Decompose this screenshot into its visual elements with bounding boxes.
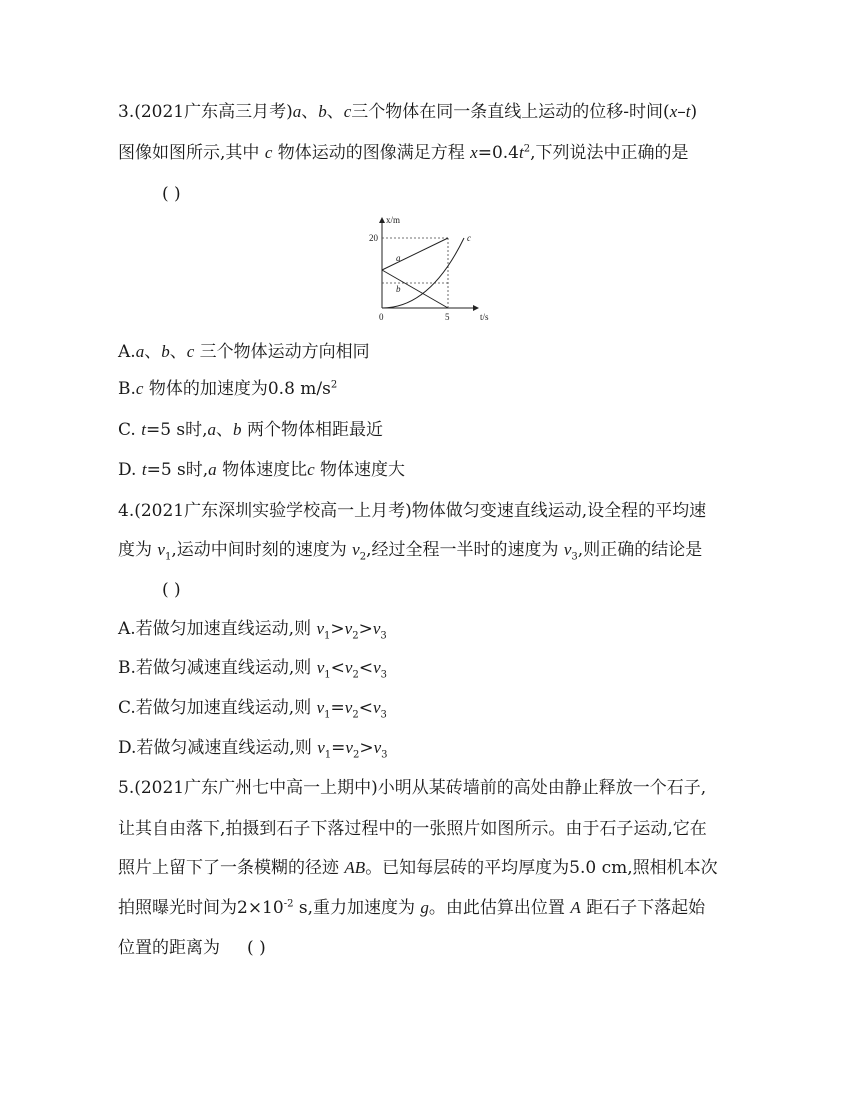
q5-line3: 照片上留下了一条模糊的径迹 AB。已知每层砖的平均厚度为5.0 cm,照相机本次 (118, 858, 718, 878)
x-axis-label: t/s (480, 312, 489, 322)
label-a: a (396, 253, 401, 263)
q3-line1: 3.(2021广东高三月考)a、b、c三个物体在同一条直线上运动的位移-时间(x–t) (118, 102, 698, 122)
line-b (382, 270, 448, 308)
q5-line4: 拍照曝光时间为$2\times 10^{-2}$ s,重力加速度为 g。由此估算出位置 A 距石子下落起始 (118, 898, 706, 918)
q5-line1: 5.(2021广东广州七中高一上期中)小明从某砖墙前的高处由静止释放一个石子, (118, 778, 707, 798)
q4-option-a: A.若做匀加速直线运动,则 $v_1>v_2>v_3$ (118, 619, 387, 642)
y-axis-label: x/m (386, 215, 401, 225)
q5-answer-blank: ( ) (247, 938, 266, 958)
q5-line2: 让其自由落下,拍摄到石子下落过程中的一张照片如图所示。由于石子运动,它在 (118, 819, 707, 839)
q4-line2: 度为 $v_1$,运动中间时刻的速度为 $v_2$,经过全程一半时的速度为 $v_3$,则正确的结论是 (118, 540, 703, 563)
q3-option-c: C. t=5 s时,a、b 两个物体相距最近 (118, 420, 383, 440)
line-a (382, 238, 448, 270)
q4-option-c: C.若做匀加速直线运动,则 $v_1=v_2<v_3$ (118, 698, 387, 721)
label-b: b (396, 284, 401, 294)
q3-line2: 图像如图所示,其中 c 物体运动的图像满足方程 $x=0.4t^2$,下列说法中正确的是 (118, 143, 689, 163)
q3-answer-blank: ( ) (162, 184, 181, 204)
q4-answer-blank: ( ) (162, 580, 181, 600)
q4-option-d: D.若做匀减速直线运动,则 $v_1=v_2>v_3$ (118, 738, 388, 761)
q4-option-b: B.若做匀减速直线运动,则 $v_1<v_2<v_3$ (118, 658, 387, 681)
origin-label: 0 (379, 312, 384, 322)
x-tick-5: 5 (445, 312, 450, 322)
q3-option-b: B.c 物体的加速度为0.8 $m/s^2$ (118, 379, 338, 399)
q3-option-a: A.a、b、c 三个物体运动方向相同 (118, 342, 370, 362)
q4-line1: 4.(2021广东深圳实验学校高一上月考)物体做匀变速直线运动,设全程的平均速 (118, 501, 707, 521)
curve-c (382, 238, 464, 308)
label-c: c (467, 233, 471, 243)
y-tick-20: 20 (369, 233, 378, 243)
q3-option-d: D. t=5 s时,a 物体速度比c 物体速度大 (118, 460, 406, 480)
q5-line5: 位置的距离为 ( ) (118, 938, 266, 958)
q3-xt-graph (360, 212, 510, 324)
